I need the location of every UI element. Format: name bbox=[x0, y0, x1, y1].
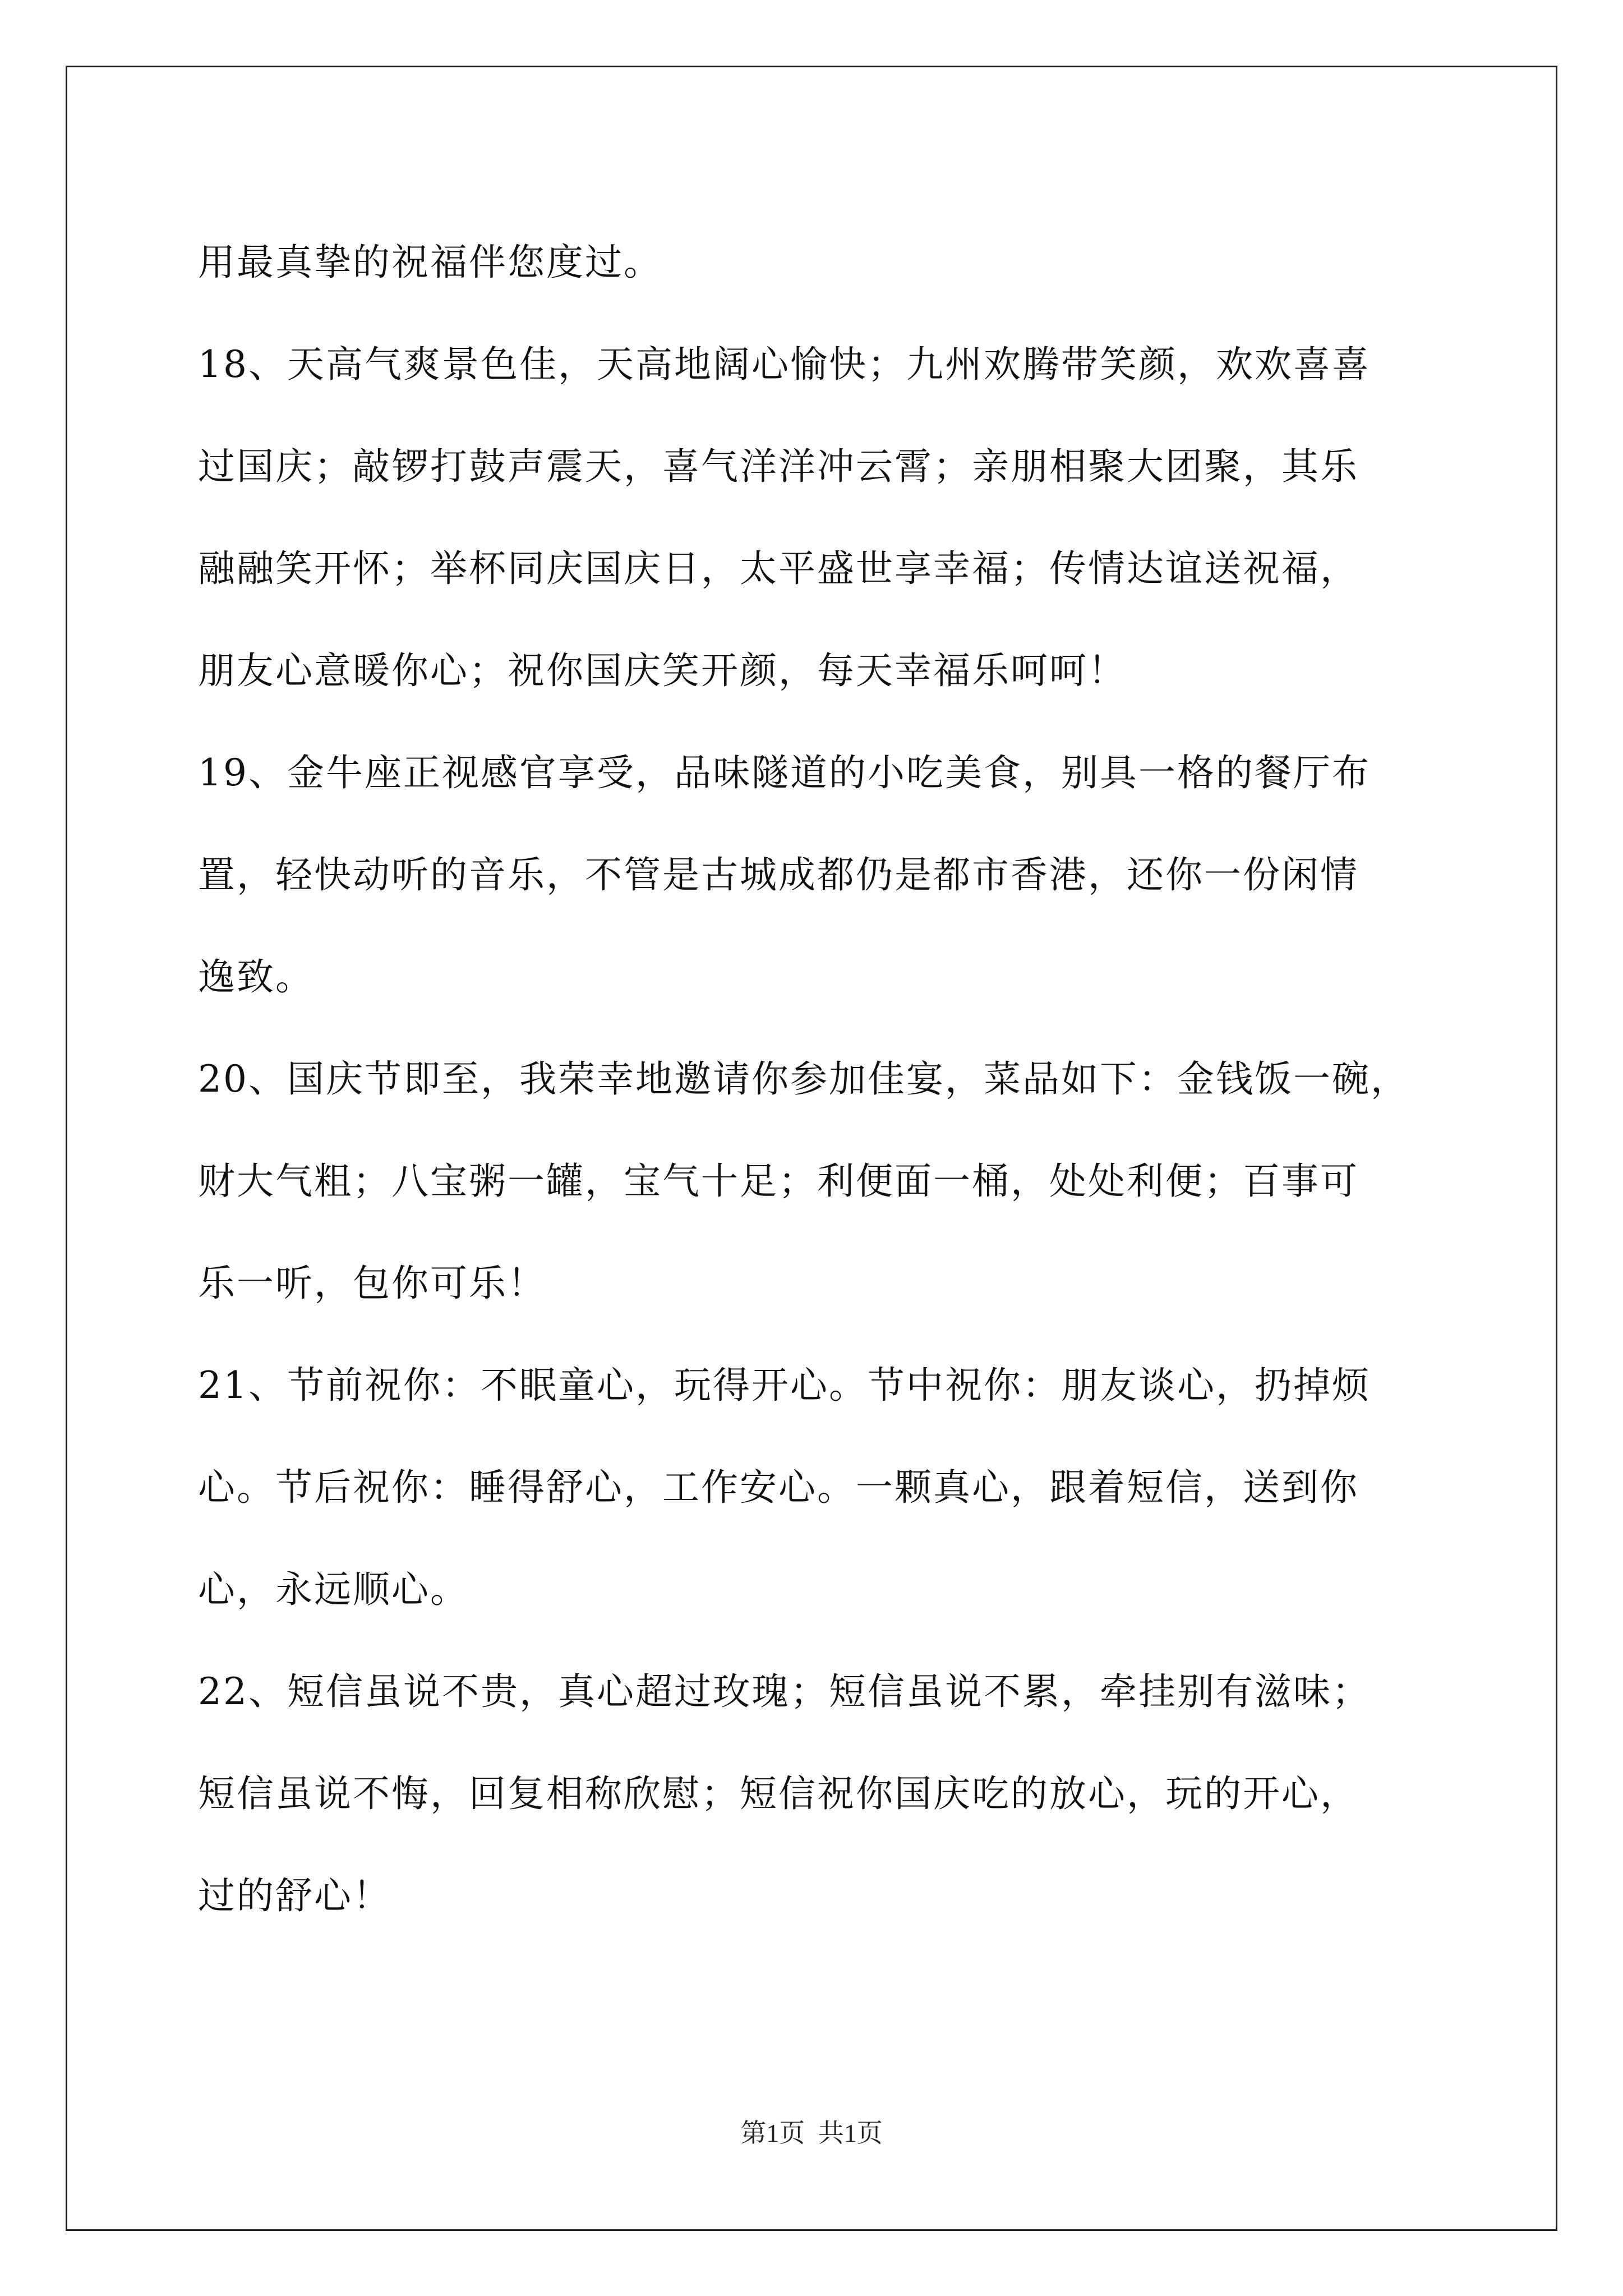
text-line: 22、短信虽说不贵，真心超过玫瑰；短信虽说不累，牵挂别有滋味； bbox=[198, 1670, 1371, 1713]
page-number-current: 第1页 bbox=[740, 2119, 805, 2147]
page-footer bbox=[0, 2116, 1623, 2150]
page-number-total: 共1页 bbox=[818, 2119, 883, 2147]
text-line: 短信虽说不悔，回复相称欣慰；短信祝你国庆吃的放心，玩的开心， bbox=[198, 1772, 1359, 1815]
text-line: 乐一听，包你可乐！ bbox=[198, 1262, 546, 1305]
text-line: 朋友心意暖你心；祝你国庆笑开颜，每天幸福乐呵呵！ bbox=[198, 649, 1127, 692]
text-line: 19、金牛座正视感官享受，品味隧道的小吃美食，别具一格的餐厅布 bbox=[198, 751, 1371, 794]
text-line: 用最真挚的祝福伴您度过。 bbox=[198, 241, 662, 284]
text-line: 20、国庆节即至，我荣幸地邀请你参加佳宴，菜品如下：金钱饭一碗， bbox=[198, 1057, 1409, 1101]
text-line: 心。节后祝你：睡得舒心，工作安心。一颗真心，跟着短信，送到你 bbox=[198, 1466, 1359, 1509]
text-line: 18、天高气爽景色佳，天高地阔心愉快；九州欢腾带笑颜，欢欢喜喜 bbox=[198, 343, 1371, 386]
text-line: 过国庆；敲锣打鼓声震天，喜气洋洋冲云霄；亲朋相聚大团聚，其乐 bbox=[198, 445, 1359, 488]
text-line: 过的舒心！ bbox=[198, 1874, 391, 1917]
text-line: 21、节前祝你：不眠童心，玩得开心。节中祝你：朋友谈心，扔掉烦 bbox=[198, 1364, 1371, 1407]
text-line: 融融笑开怀；举杯同庆国庆日，太平盛世享幸福；传情达谊送祝福， bbox=[198, 547, 1359, 590]
text-line: 心，永远顺心。 bbox=[198, 1568, 469, 1611]
text-line: 置，轻快动听的音乐，不管是古城成都仍是都市香港，还你一份闲情 bbox=[198, 853, 1359, 896]
document-body bbox=[198, 211, 1432, 1947]
text-line: 财大气粗；八宝粥一罐，宝气十足；利便面一桶，处处利便；百事可 bbox=[198, 1159, 1359, 1203]
text-line: 逸致。 bbox=[198, 955, 314, 999]
